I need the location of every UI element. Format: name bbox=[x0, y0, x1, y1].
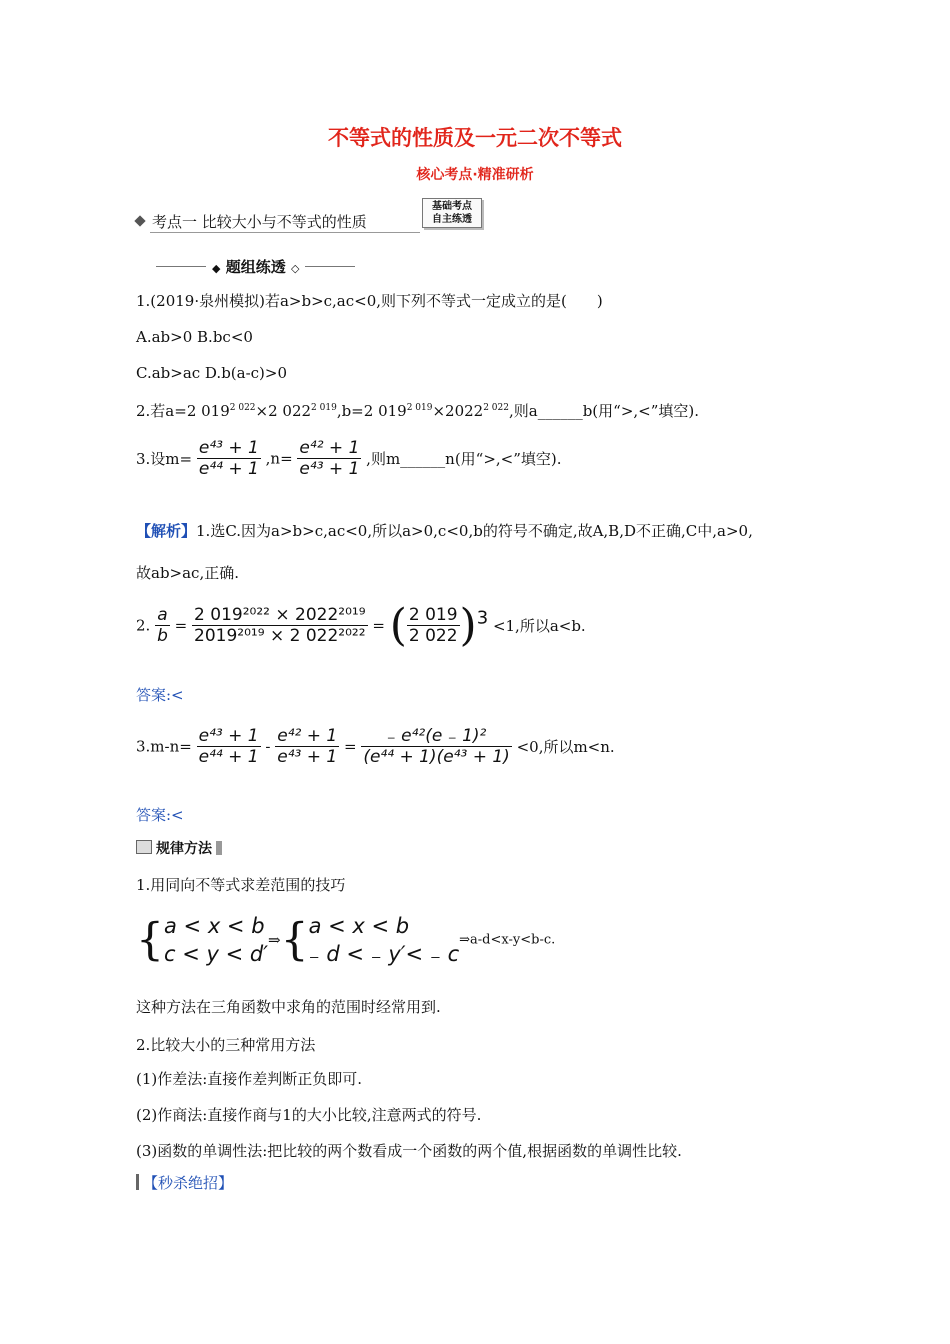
rule-2: 2.比较大小的三种常用方法 bbox=[136, 1036, 316, 1054]
divider bbox=[305, 266, 355, 267]
section-heading: 考点一 比较大小与不等式的性质 bbox=[136, 211, 367, 232]
rule-2-2: (2)作商法:直接作商与1的大小比较,注意两式的符号. bbox=[136, 1106, 482, 1124]
diamond-icon: ◇ bbox=[290, 262, 300, 275]
fraction: $\frac{\text{e⁴² + 1}}{\text{e⁴³ + 1}}$ bbox=[299, 438, 360, 479]
diamond-icon: ◆ bbox=[212, 262, 221, 275]
question-2: 2.若a=2 $019^{2 022}\times 2$ $022^{2 019},b=2$ $019^{2 019}\times 2022^{2 022}$,则a______b(用“>,<”填空). bbox=[136, 402, 700, 420]
rule-1: 1.用同向不等式求差范围的技巧 bbox=[136, 876, 346, 894]
fraction: $\frac{\text{e⁴³ + 1}}{\text{e⁴⁴ + 1}}$ bbox=[198, 726, 259, 767]
divider bbox=[156, 266, 206, 267]
answer-3: 答案:< bbox=[136, 806, 184, 824]
answer-2: 答案:< bbox=[136, 686, 184, 704]
group-heading: ◆ 题组练透 ◇ bbox=[150, 256, 361, 277]
inequality-system: { a < x < b c < y < d′ ⇒{ a < x < b ₋ d < ₋ y′< ₋ c ⇒a-d<x-y<b-c. bbox=[136, 914, 556, 966]
solution-3: 3.m-n= $\frac{\text{e⁴³ + 1}}{\text{e⁴⁴ + 1}}$ - $\frac{\text{e⁴² + 1}}{\text{e⁴³ + 1}}$ = $\frac{\text{₋ e⁴²(e ₋ 1)²}}{\text{(e⁴⁴ + 1)(e⁴³ + 1)}}$ <0,所以m<n. bbox=[136, 726, 615, 767]
trick-heading: 【秒杀绝招】 bbox=[136, 1172, 233, 1193]
fraction: $\frac{\text{₋ e⁴²(e ₋ 1)²}}{\text{(e⁴⁴ + 1)(e⁴³ + 1)}}$ bbox=[363, 726, 510, 767]
rule-2-3: (3)函数的单调性法:把比较的两个数看成一个函数的两个值,根据函数的单调性比较. bbox=[136, 1142, 682, 1160]
fraction: $\frac{\text{e⁴³ + 1}}{\text{e⁴⁴ + 1}}$ bbox=[198, 438, 259, 479]
rule-2-1: (1)作差法:直接作差判断正负即可. bbox=[136, 1070, 363, 1088]
solution-2: 2. $\frac{a}{b}$ = $\frac{\text{2 019²⁰²² × 2022²⁰¹⁹}}{\text{2019²⁰¹⁹ × 2 022²⁰²²}}$ = ( $\frac{2 019}{2 022}$ )$^3$ <1,所以a<b. bbox=[136, 600, 586, 651]
rule-1-note: 这种方法在三角函数中求角的范围时经常用到. bbox=[136, 998, 441, 1016]
fraction: $\frac{a}{b}$ bbox=[157, 605, 168, 646]
page-subtitle: 核心考点·精准研析 bbox=[416, 167, 534, 183]
diamond-icon bbox=[134, 215, 145, 226]
analysis-label: 【解析】 bbox=[136, 522, 197, 540]
solution-1: 【解析】1.选C.因为a>b>c,ac<0,所以a>0,c<0,b的符号不确定,故A,B,D不正确,C中,a>0, bbox=[136, 522, 753, 540]
fraction: $\frac{\text{e⁴² + 1}}{\text{e⁴³ + 1}}$ bbox=[277, 726, 338, 767]
book-icon bbox=[136, 840, 152, 854]
divider bbox=[150, 232, 420, 233]
solution-1-cont: 故ab>ac,正确. bbox=[136, 564, 239, 582]
fraction: $\frac{\text{2 019²⁰²² × 2022²⁰¹⁹}}{\text{2019²⁰¹⁹ × 2 022²⁰²²}}$ bbox=[194, 605, 366, 646]
divider bbox=[136, 1174, 139, 1190]
question-1: 1.(2019·泉州模拟)若a>b>c,ac<0,则下列不等式一定成立的是( ) bbox=[136, 292, 603, 310]
page-title: 不等式的性质及一元二次不等式 bbox=[328, 126, 622, 150]
q1-options-cd: C.ab>ac D.b(a-c)>0 bbox=[136, 364, 288, 382]
divider bbox=[216, 841, 222, 855]
fraction: $\frac{2 019}{2 022}$ bbox=[408, 605, 458, 646]
section-tag: 基础考点 自主练透 bbox=[422, 198, 482, 228]
question-3: 3.设m= $\frac{\text{e⁴³ + 1}}{\text{e⁴⁴ + 1}}$ ,n= $\frac{\text{e⁴² + 1}}{\text{e⁴³ + 1}}$ ,则m______n(用“>,<”填空). bbox=[136, 438, 562, 479]
q1-options-ab: A.ab>0 B.bc<0 bbox=[136, 328, 253, 346]
rule-heading: 规律方法 bbox=[136, 838, 222, 858]
